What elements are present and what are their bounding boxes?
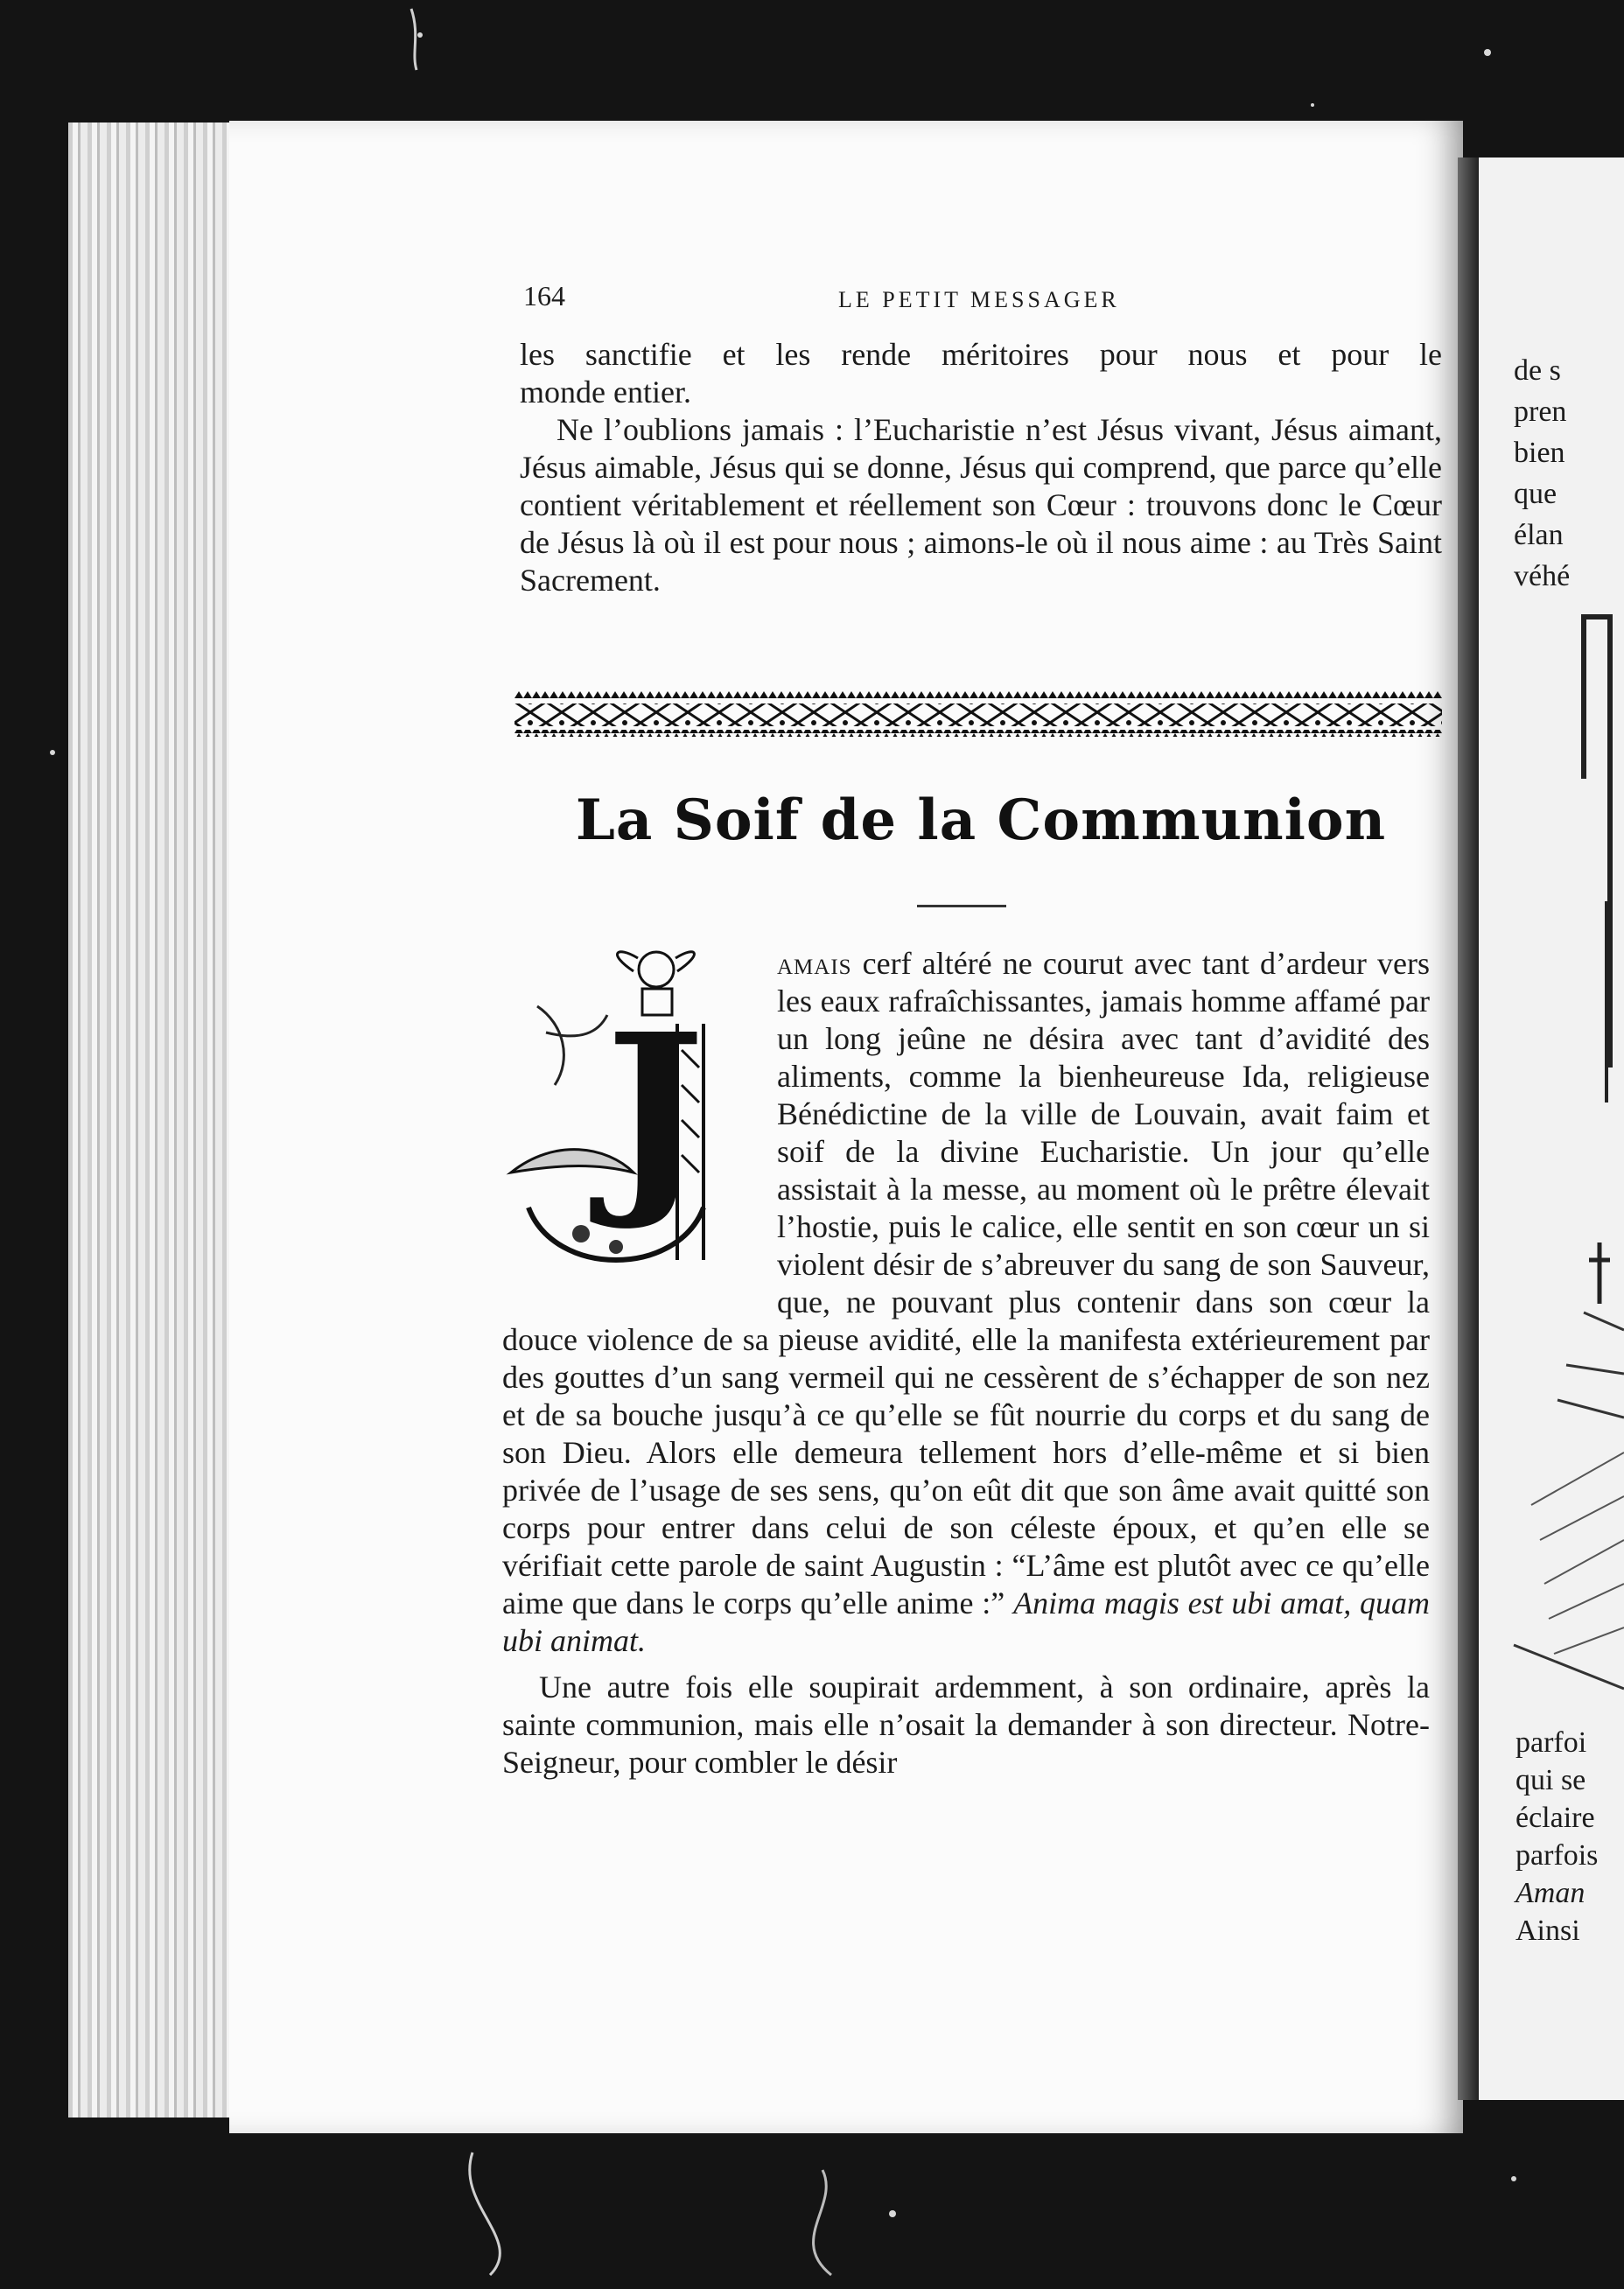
facing-line: que bbox=[1514, 478, 1558, 510]
running-title: LE PETIT MESSAGER bbox=[838, 287, 1120, 312]
facing-line: élan bbox=[1514, 519, 1564, 551]
paragraph: Ne l’oublions jamais : l’Eucharistie n’est Jésus vivant, Jésus aimant, Jésus aimable, Jésus qui se donne, Jésus qui comprend, que parce qu’elle contient véritablement et réellement son Cœur : trouvons donc le Cœur de Jésus là où il est pour nous ; aimons-le où il nous aime : au Très Saint Sacrement. bbox=[520, 412, 1442, 598]
text-line: les sanctifie et les rende méritoires pour nous et pour le bbox=[520, 337, 1442, 372]
opening-word: amais bbox=[777, 946, 852, 981]
facing-page-text-top bbox=[1514, 350, 1624, 597]
drop-cap-letter: J bbox=[606, 988, 705, 1235]
facing-page-illustration bbox=[1479, 612, 1624, 1724]
facing-line: bien bbox=[1514, 437, 1565, 469]
facing-line: Ainsi bbox=[1516, 1914, 1580, 1947]
facing-line: Aman bbox=[1516, 1877, 1586, 1909]
title-rule bbox=[917, 905, 1006, 907]
paragraph: Une autre fois elle soupirait ardemment, à son ordinaire, après la sainte communion, mais elle n’osait la demander à son directeur. Notre-Seigneur, pour combler le désir bbox=[502, 1670, 1430, 1780]
latin-quote: Anima magis est ubi amat, quam ubi animat. bbox=[502, 1586, 1430, 1658]
text-line: monde entier. bbox=[520, 374, 691, 410]
facing-line: parfoi bbox=[1516, 1726, 1587, 1759]
running-head bbox=[523, 280, 1442, 324]
article-body bbox=[502, 945, 1430, 1782]
facing-line: de s bbox=[1514, 354, 1561, 387]
previous-article-ending bbox=[520, 336, 1442, 599]
facing-line: pren bbox=[1514, 396, 1567, 428]
article-title: La Soif de la Communion bbox=[575, 788, 1387, 853]
facing-line: qui se bbox=[1516, 1764, 1586, 1796]
facing-line: véhé bbox=[1514, 560, 1571, 592]
facing-line: éclaire bbox=[1516, 1802, 1595, 1834]
facing-line: parfois bbox=[1516, 1839, 1599, 1872]
facing-page-text-bottom bbox=[1516, 1724, 1624, 1950]
book-gutter bbox=[1458, 158, 1479, 2100]
facing-page bbox=[1479, 158, 1624, 2100]
page-number: 164 bbox=[523, 280, 565, 312]
illuminated-drop-cap bbox=[502, 945, 756, 1288]
ornamental-divider bbox=[514, 691, 1442, 744]
paragraph-text: cerf altéré ne courut avec tant d’ardeur vers les eaux rafraîchissantes, jamais homme affamé par un long jeûne ne désira avec tant d’avidité des aliments, comme la bienheureuse Ida, religieuse Bénédictine de la ville de Louvain, avait faim et soif de la divine Eucharistie. Un jour qu’elle assistait à la messe, au moment où le prêtre élevait l’hostie, puis le calice, elle sentit en son cœur un si violent désir de s’abreuver du sang de son Sauveur, que, ne pouvant plus contenir dans son cœur la douce violence de sa pieuse avidité, elle la manifesta extérieurement par des gouttes d’un sang vermeil qui ne cessèrent de s’échapper de son nez et de sa bouche jusqu’à ce qu’elle se fût nourrie du corps et du sang de son Dieu. Alors elle demeura tellement hors d’elle-même et si bien privée de l’usage de ses sens, qu’on eût dit que son âme avait quitté son corps pour entrer dans celui de son céleste époux, et qu’en elle se vérifiait cette parole de saint Augustin : “L’âme est plutôt avec ce qu’elle aime que dans le corps qu’elle anime :” bbox=[502, 946, 1430, 1620]
book-page-edges bbox=[68, 122, 234, 2118]
